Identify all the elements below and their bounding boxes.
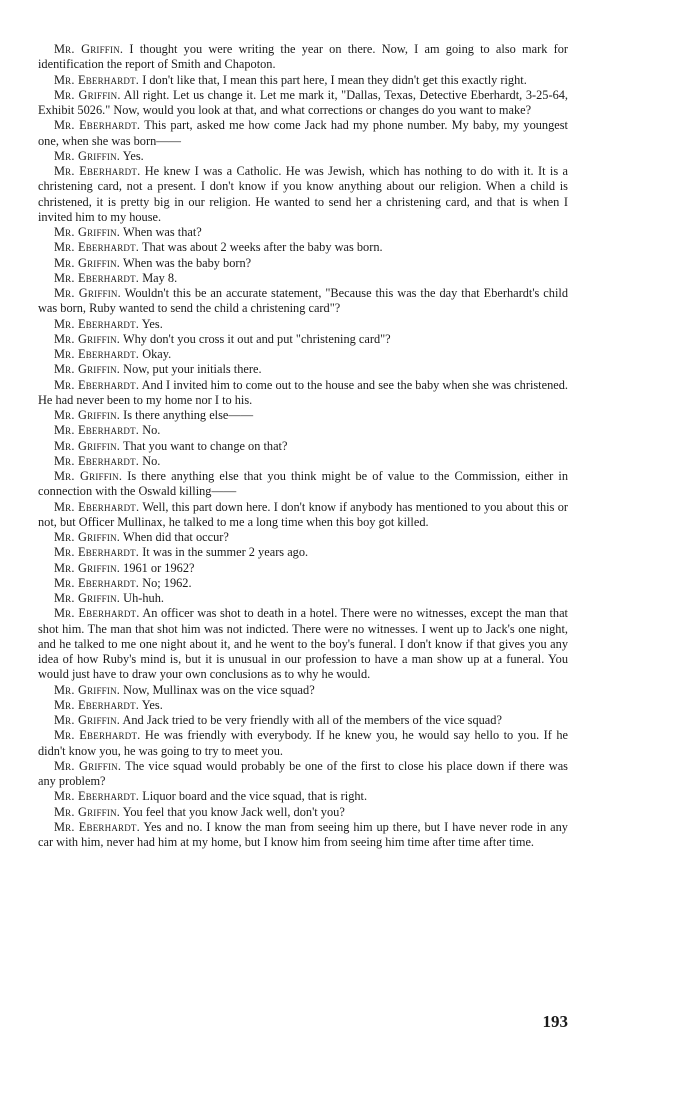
speaker-name: Mr. Griffin. bbox=[54, 804, 121, 819]
transcript-paragraph bbox=[38, 73, 568, 88]
speech-text: Uh-huh. bbox=[123, 591, 164, 605]
speaker-name: Mr. Eberhardt. bbox=[54, 316, 140, 331]
speaker-name: Mr. Eberhardt. bbox=[54, 789, 140, 804]
transcript-paragraph bbox=[38, 362, 568, 377]
speaker-name: Mr. Griffin. bbox=[54, 225, 121, 239]
speaker-name: Mr. Griffin. bbox=[54, 408, 121, 422]
speech-text: You feel that you know Jack well, don't you? bbox=[122, 804, 345, 819]
speech-text: May 8. bbox=[142, 270, 178, 285]
speaker-name: Mr. Eberhardt. bbox=[54, 377, 140, 392]
speaker-name: Mr. Eberhardt. bbox=[54, 164, 141, 178]
transcript-paragraph bbox=[38, 149, 568, 164]
page-number: 193 bbox=[542, 1012, 568, 1031]
transcript-paragraph bbox=[38, 164, 568, 225]
speaker-name: Mr. Eberhardt. bbox=[54, 118, 141, 133]
transcript-paragraph bbox=[38, 439, 568, 454]
speech-text: All right. Let us change it. Let me mark it, "Dallas, Texas, Detective Eberhardt, 3-25-64, Exhibit 5026." Now, would you look at that, and what corrections or changes do you want to make? bbox=[38, 87, 569, 117]
speaker-name: Mr. Griffin. bbox=[54, 331, 121, 346]
speaker-name: Mr. Eberhardt. bbox=[54, 606, 140, 621]
speech-text: 1961 or 1962? bbox=[123, 560, 195, 575]
speaker-name: Mr. Griffin. bbox=[54, 469, 123, 483]
speaker-name: Mr. Eberhardt. bbox=[54, 728, 141, 743]
speaker-name: Mr. Griffin. bbox=[54, 713, 121, 727]
transcript-paragraph bbox=[38, 789, 568, 804]
speech-text: When was that? bbox=[122, 225, 202, 239]
transcript-paragraph bbox=[38, 378, 568, 409]
speech-text: Is there anything else that you think might be of value to the Commission, either in connection with the Oswald killing—— bbox=[38, 469, 568, 499]
transcript-paragraph bbox=[38, 500, 568, 531]
speech-text: Yes. bbox=[122, 148, 144, 163]
speech-text: That you want to change on that? bbox=[122, 438, 288, 453]
speaker-name: Mr. Griffin. bbox=[54, 591, 121, 605]
transcript-paragraph bbox=[38, 454, 568, 469]
speech-text: The vice squad would probably be one of the first to close his place down if there was any problem? bbox=[38, 758, 568, 788]
transcript-paragraph bbox=[38, 408, 568, 423]
speech-text: No. bbox=[142, 453, 161, 468]
speech-text: I don't like that, I mean this part here, I mean they didn't get this exactly right. bbox=[142, 72, 527, 87]
speaker-name: Mr. Griffin. bbox=[54, 438, 121, 453]
speaker-name: Mr. Eberhardt. bbox=[54, 575, 140, 590]
transcript-paragraph bbox=[38, 820, 568, 851]
speech-text: Well, this part down here. I don't know if anybody has mentioned to you about this or not, but Officer Mullinax, he talked to me a long time when this boy got killed. bbox=[38, 499, 568, 529]
transcript-paragraph bbox=[38, 545, 568, 560]
speech-text: This part, asked me how come Jack had my phone number. My baby, my youngest one, when she was born—— bbox=[38, 118, 568, 148]
transcript-paragraph bbox=[38, 728, 568, 759]
transcript-paragraph bbox=[38, 759, 568, 790]
speech-text: Yes. bbox=[141, 316, 163, 331]
transcript-paragraph bbox=[38, 286, 568, 317]
transcript-paragraph bbox=[38, 561, 568, 576]
speaker-name: Mr. Griffin. bbox=[54, 286, 121, 300]
speech-text: An officer was shot to death in a hotel. There were no witnesses, except the man that shot him. The man that shot him was not indicted. There were no witnesses. I went up to Jack's one night, and he talked to me one night about it, and he went to the boy's funeral. I don't know if that gives you any idea of how Ruby's mind is, but it is unusual in our profession to have a man show up at a funeral. You would just have to draw your own conclusions as to why he would. bbox=[38, 606, 568, 682]
speech-text: That was about 2 weeks after the baby was born. bbox=[141, 240, 383, 255]
speaker-name: Mr. Eberhardt. bbox=[54, 423, 140, 438]
speech-text: I thought you were writing the year on there. Now, I am going to also mark for identification the report of Smith and Chapoton. bbox=[38, 42, 568, 72]
speech-text: And Jack tried to be very friendly with all of the members of the vice squad? bbox=[122, 713, 502, 727]
speech-text: And I invited him to come out to the house and see the baby when she was christened. He had never been to my home nor I to his. bbox=[38, 377, 568, 407]
speaker-name: Mr. Griffin. bbox=[54, 362, 121, 377]
transcript-paragraph bbox=[38, 805, 568, 820]
speech-text: Yes and no. I know the man from seeing him up there, but I have never rode in any car with him, never had him at my home, but I know him from seeing him time after time after time. bbox=[38, 819, 568, 849]
speaker-name: Mr. Eberhardt. bbox=[54, 499, 140, 514]
speaker-name: Mr. Eberhardt. bbox=[54, 270, 140, 285]
transcript-paragraph bbox=[38, 683, 568, 698]
speaker-name: Mr. Eberhardt. bbox=[54, 347, 140, 361]
transcript-paragraph bbox=[38, 530, 568, 545]
speech-text: Yes. bbox=[141, 697, 163, 712]
transcript-paragraph bbox=[38, 576, 568, 591]
speech-text: Okay. bbox=[142, 347, 172, 361]
speech-text: It was in the summer 2 years ago. bbox=[142, 545, 309, 560]
transcript-body bbox=[38, 42, 568, 850]
speaker-name: Mr. Griffin. bbox=[54, 560, 121, 575]
transcript-paragraph bbox=[38, 240, 568, 255]
speech-text: He was friendly with everybody. If he knew you, he would say hello to you. If he didn't know you, he was going to try to meet you. bbox=[38, 728, 568, 758]
speech-text: When did that occur? bbox=[122, 530, 229, 544]
speaker-name: Mr. Eberhardt. bbox=[54, 545, 140, 560]
speaker-name: Mr. Eberhardt. bbox=[54, 240, 140, 255]
speaker-name: Mr. Eberhardt. bbox=[54, 72, 140, 87]
transcript-paragraph bbox=[38, 713, 568, 728]
transcript-paragraph bbox=[38, 88, 568, 119]
speech-text: Why don't you cross it out and put "christening card"? bbox=[122, 331, 391, 346]
speech-text: Now, Mullinax was on the vice squad? bbox=[123, 682, 315, 697]
speaker-name: Mr. Eberhardt. bbox=[54, 819, 140, 834]
speaker-name: Mr. Eberhardt. bbox=[54, 453, 140, 468]
speaker-name: Mr. Griffin. bbox=[54, 148, 121, 163]
speaker-name: Mr. Eberhardt. bbox=[54, 697, 140, 712]
transcript-paragraph bbox=[38, 423, 568, 438]
transcript-paragraph bbox=[38, 317, 568, 332]
speech-text: He knew I was a Catholic. He was Jewish, which has nothing to do with it. It is a christening card, not a present. I don't know if you know anything about our religion. When a child is christened, it is pretty big in our religion. He wanted to send her a christening card, and that is when I invited him to my house. bbox=[38, 164, 568, 224]
speaker-name: Mr. Griffin. bbox=[54, 87, 121, 102]
transcript-paragraph bbox=[38, 698, 568, 713]
speech-text: When was the baby born? bbox=[122, 255, 252, 270]
speaker-name: Mr. Griffin. bbox=[54, 42, 124, 56]
transcript-paragraph bbox=[38, 469, 568, 500]
speaker-name: Mr. Griffin. bbox=[54, 682, 121, 697]
speech-text: Wouldn't this be an accurate statement, "Because this was the day that Eberhardt's child was born, Ruby wanted to send the child a christening card"? bbox=[38, 286, 568, 316]
speech-text: Now, put your initials there. bbox=[123, 362, 262, 377]
transcript-paragraph bbox=[38, 271, 568, 286]
transcript-paragraph bbox=[38, 591, 568, 606]
speech-text: No; 1962. bbox=[142, 575, 192, 590]
transcript-paragraph bbox=[38, 347, 568, 362]
speech-text: Is there anything else—— bbox=[123, 408, 254, 422]
transcript-paragraph bbox=[38, 332, 568, 347]
transcript-paragraph bbox=[38, 42, 568, 73]
speaker-name: Mr. Griffin. bbox=[54, 255, 121, 270]
speaker-name: Mr. Griffin. bbox=[54, 530, 121, 544]
transcript-paragraph bbox=[38, 118, 568, 149]
transcript-paragraph bbox=[38, 606, 568, 682]
speech-text: Liquor board and the vice squad, that is right. bbox=[142, 789, 368, 804]
speaker-name: Mr. Griffin. bbox=[54, 758, 122, 773]
transcript-paragraph bbox=[38, 225, 568, 240]
transcript-paragraph bbox=[38, 256, 568, 271]
speech-text: No. bbox=[142, 423, 161, 438]
